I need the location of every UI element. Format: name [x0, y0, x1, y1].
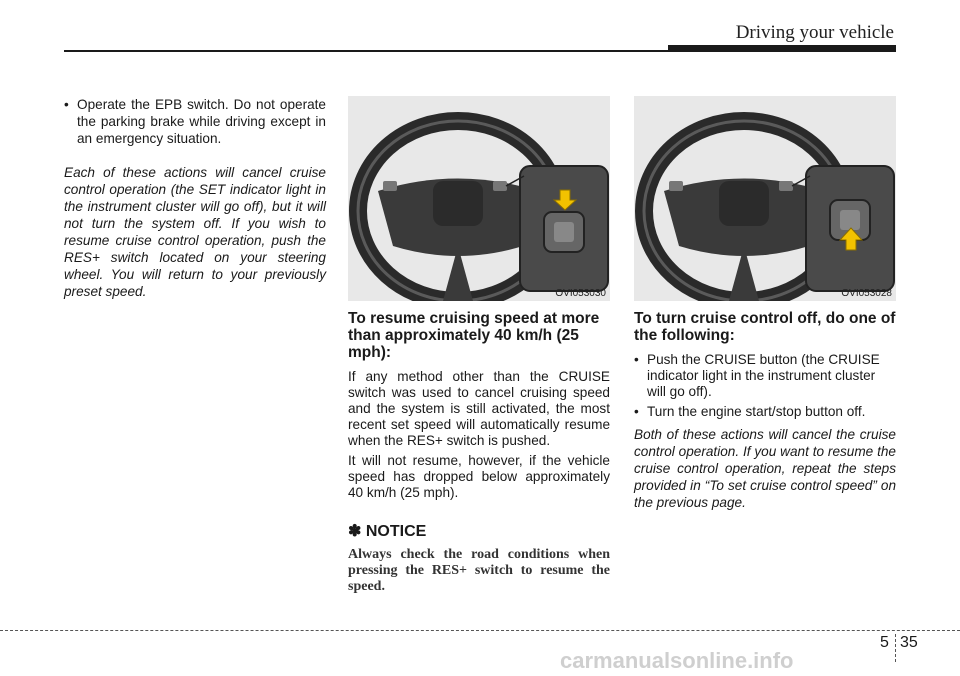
- header-rule-thick: [668, 45, 896, 52]
- cruise-off-heading: To turn cruise control off, do one of the following:: [634, 310, 896, 344]
- steering-wheel-figure-resume: [348, 96, 610, 301]
- zoom-inset: [806, 166, 894, 291]
- zoom-inset: [520, 166, 608, 291]
- airbag-cover: [719, 181, 769, 226]
- resume-paragraph-2: It will not resume, however, if the vehicle speed has dropped below approximately 40 km/h (25 mph).: [348, 453, 610, 500]
- section-title: Driving your vehicle: [735, 22, 894, 43]
- column-right: [634, 310, 896, 511]
- notice-title: ✽ NOTICE: [348, 523, 427, 540]
- bullet-cruise-button: • Push the CRUISE button (the CRUISE indicator light in the instrument cluster will go off).: [634, 352, 896, 400]
- header-rule: [64, 50, 674, 52]
- bullet-epb: • Operate the EPB switch. Do not operate the parking brake while driving except in an emergency situation.: [64, 96, 326, 147]
- notice-text: Always check the road conditions when pressing the RES+ switch to resume the speed.: [348, 547, 610, 594]
- figure-code: OVI053028: [841, 288, 892, 299]
- steering-wheel-illustration: [348, 96, 610, 301]
- page-number: 35: [900, 634, 918, 651]
- resume-paragraph-1: If any method other than the CRUISE switch was used to cancel cruising speed and the system is still activated, the most recent set speed will automatically resume when the RES+ switch is pushed.: [348, 369, 610, 448]
- steering-wheel-figure-off: [634, 96, 896, 301]
- footer-rule: [0, 630, 960, 631]
- column-middle: [348, 310, 610, 595]
- cancel-note: Each of these actions will cancel cruise control operation (the SET indicator light in the instrument cluster will go off), but it will not turn the system off. If you wish to resume cruise control operation, push the RES+ switch located on your steering wheel. You will return to your previously preset speed.: [64, 165, 326, 299]
- figure-code: OVI053030: [555, 288, 606, 299]
- watermark: carmanualsonline.info: [560, 648, 794, 673]
- page-separator: [895, 634, 896, 662]
- bullet-engine-off: • Turn the engine start/stop button off.: [634, 404, 896, 420]
- steering-wheel-illustration: [634, 96, 896, 301]
- chapter-number: 5: [880, 634, 889, 651]
- resume-heading: To resume cruising speed at more than approximately 40 km/h (25 mph):: [348, 310, 600, 361]
- cruise-off-note: Both of these actions will cancel the cruise control operation. If you want to resume the cruise control operation, repeat the steps provided in “To set cruise control speed” on the previous page.: [634, 427, 896, 510]
- airbag-cover: [433, 181, 483, 226]
- column-left: [64, 96, 326, 300]
